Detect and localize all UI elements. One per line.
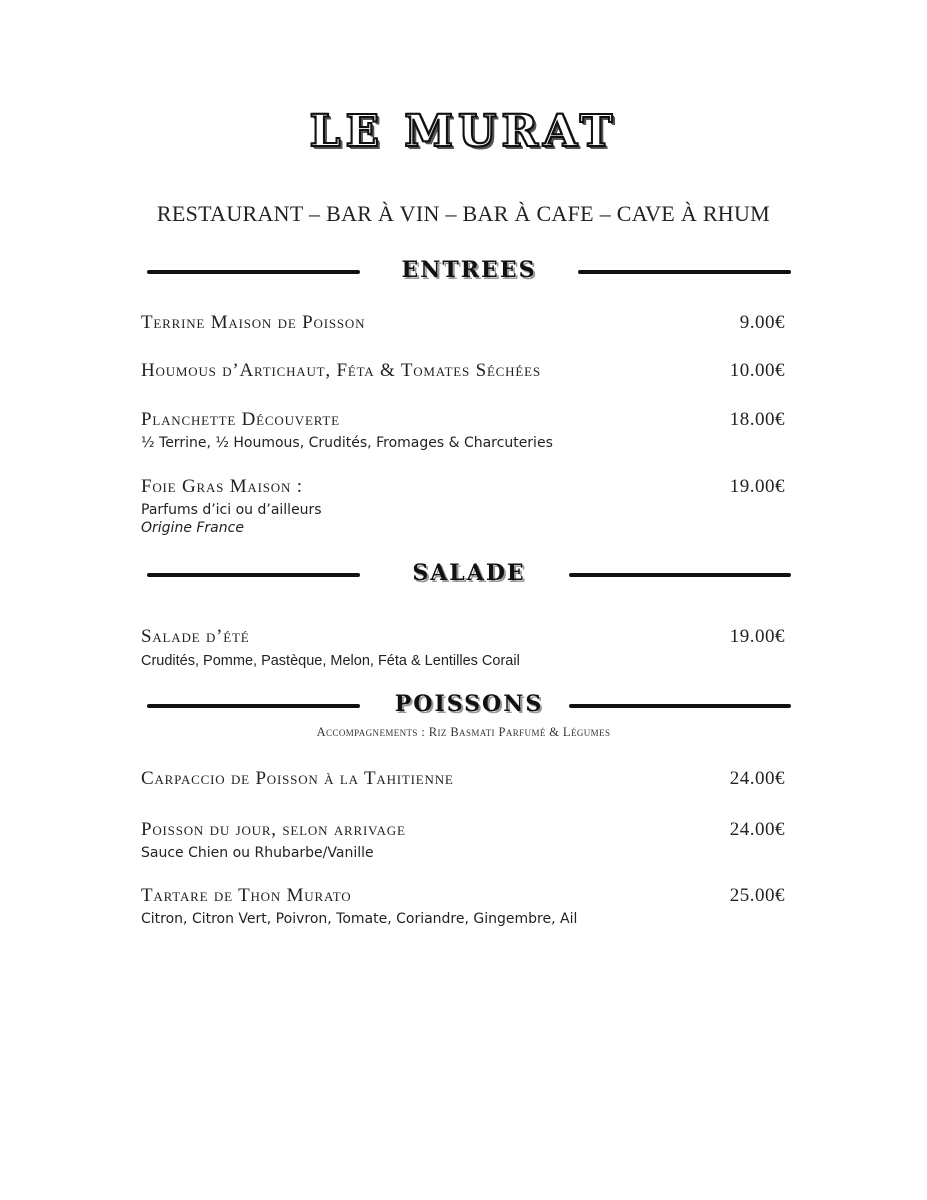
menu-item-price: 10.00€ [729,360,785,381]
menu-item-price: 9.00€ [739,312,785,333]
section-title: SALADE [412,560,526,586]
section-header-poissons [147,691,791,721]
section-header-entrees [147,257,791,287]
menu-item-name: Carpaccio de Poisson à la Tahitienne [141,768,454,789]
menu-item-name: Planchette Découverte [141,409,340,430]
menu-item-description: Crudités, Pomme, Pastèque, Melon, Féta & Lentilles Corail [141,653,520,669]
menu-item-name: Houmous d’Artichaut, Féta & Tomates Séchées [141,360,541,381]
menu-item-origin: Origine France [141,520,244,536]
menu-item-name: Foie Gras Maison : [141,476,303,497]
accompaniments-note: Accompagnements : Riz Basmati Parfumé & Légumes [316,725,611,739]
restaurant-subtitle: RESTAURANT – BAR À VIN – BAR À CAFE – CAVE À RHUM [156,201,771,226]
menu-item-price: 25.00€ [729,885,785,906]
section-title: POISSONS [394,691,544,717]
menu-item-price: 18.00€ [729,409,785,430]
divider-right [569,704,791,708]
menu-item-description: Parfums d’ici ou d’ailleurs [141,502,322,518]
menu-item-price: 24.00€ [729,819,785,840]
menu-item-price: 24.00€ [729,768,785,789]
menu-item-description: ½ Terrine, ½ Houmous, Crudités, Fromages & Charcuteries [141,435,553,451]
section-header-salade [147,560,791,590]
menu-item-name: Terrine Maison de Poisson [141,312,366,333]
divider-right [569,573,791,577]
menu-item-name: Poisson du jour, selon arrivage [141,819,406,840]
section-title: ENTREES [401,257,537,283]
divider-right [578,270,791,274]
menu-item-description: Sauce Chien ou Rhubarbe/Vanille [141,845,374,861]
menu-item-name: Salade d’été [141,626,250,647]
menu-item-description: Citron, Citron Vert, Poivron, Tomate, Coriandre, Gingembre, Ail [141,911,578,927]
menu-item-price: 19.00€ [729,626,785,647]
restaurant-title: LE MURAT [309,106,618,157]
menu-item-price: 19.00€ [729,476,785,497]
menu-item-name: Tartare de Thon Murato [141,885,352,906]
